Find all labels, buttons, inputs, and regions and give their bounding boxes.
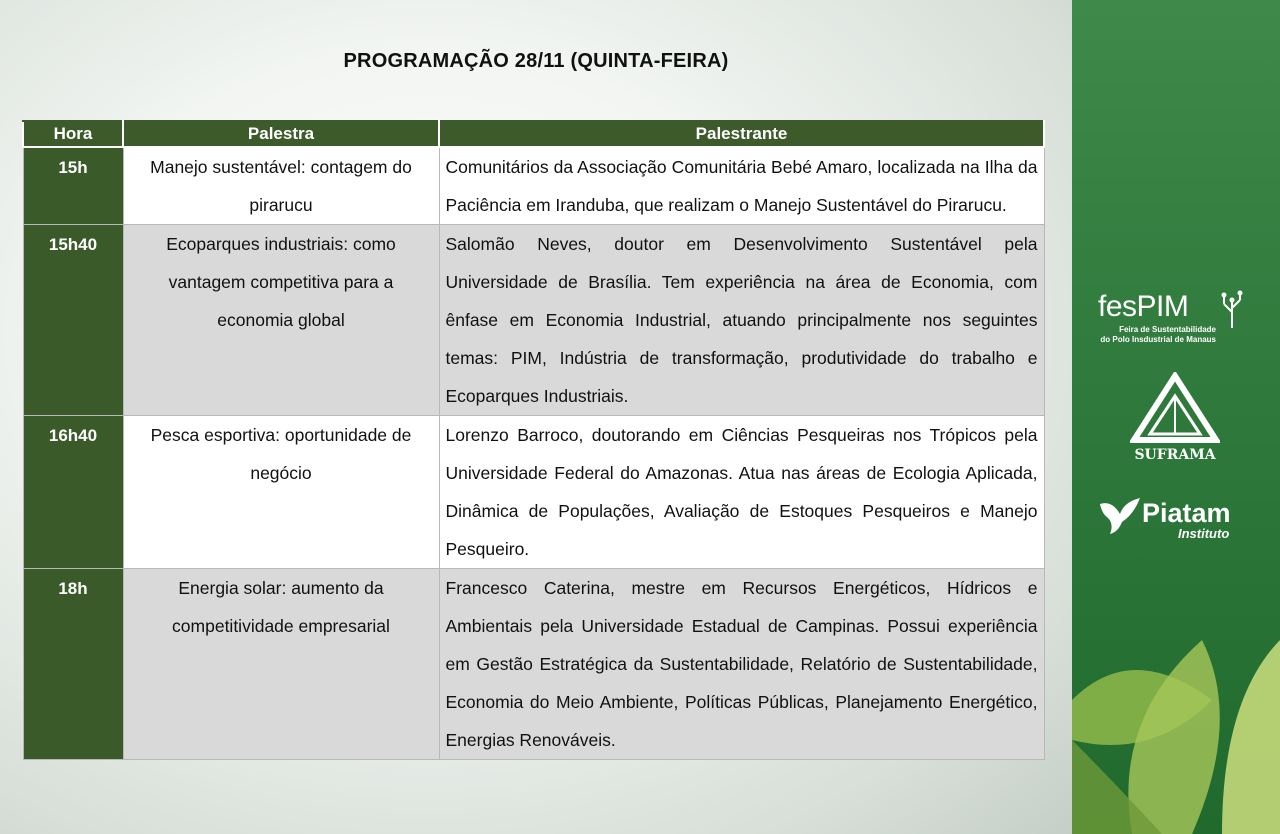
palestrante-cell: Lorenzo Barroco, doutorando em Ciências Pesqueiras nos Trópicos pela Universidade Federal do Amazonas. Atua nas áreas de Ecologia Aplicada, Dinâmica de Populações, Avaliação de Estoques Pesqueiros e Manejo Pesqueiro. bbox=[439, 416, 1044, 569]
fespim-subtitle-2: do Polo Insdustrial de Manaus bbox=[1100, 335, 1216, 344]
hora-cell: 15h bbox=[23, 147, 123, 225]
suframa-logo bbox=[1130, 372, 1220, 463]
table-row bbox=[23, 416, 1044, 569]
bird-icon bbox=[1098, 496, 1142, 536]
suframa-name: SUFRAMA bbox=[1134, 447, 1216, 463]
column-header-palestrante: Palestrante bbox=[439, 121, 1044, 147]
palestra-cell: Pesca esportiva: oportunidade de negócio bbox=[123, 416, 439, 569]
palestrante-cell: Francesco Caterina, mestre em Recursos Energéticos, Hídricos e Ambientais pela Universidade Estadual de Campinas. Possui experiência em Gestão Estratégica da Sustentabilidade, Relatório de Sustentabilidade, Economia do Meio Ambiente, Políticas Públicas, Planejamento Energético, Energias Renováveis. bbox=[439, 569, 1044, 760]
page-title: PROGRAMAÇÃO 28/11 (QUINTA-FEIRA) bbox=[343, 50, 729, 72]
table-row bbox=[23, 569, 1044, 760]
schedule-table bbox=[22, 120, 1045, 760]
palestra-cell: Energia solar: aumento da competitividade empresarial bbox=[123, 569, 439, 760]
fespim-logo bbox=[1098, 290, 1216, 344]
hora-cell: 16h40 bbox=[23, 416, 123, 569]
table-row bbox=[23, 225, 1044, 416]
column-header-hora: Hora bbox=[23, 121, 123, 147]
palestra-cell: Ecoparques industriais: como vantagem competitiva para a economia global bbox=[123, 225, 439, 416]
piatam-name: Piatam bbox=[1142, 498, 1231, 528]
table-header-row bbox=[23, 121, 1044, 147]
column-header-palestra: Palestra bbox=[123, 121, 439, 147]
fespim-name: fesPIM bbox=[1098, 290, 1189, 323]
palestrante-cell: Salomão Neves, doutor em Desenvolvimento Sustentável pela Universidade de Brasília. Tem experiência na área de Economia, com ênfase em Economia Industrial, atuando principalmente nos seguintes temas: PIM, Indústria de transformação, produtividade do trabalho e Ecoparques Industriais. bbox=[439, 225, 1044, 416]
hora-cell: 18h bbox=[23, 569, 123, 760]
palestrante-cell: Comunitários da Associação Comunitária Bebé Amaro, localizada na Ilha da Paciência em Iranduba, que realizam o Manejo Sustentável do Pirarucu. bbox=[439, 147, 1044, 225]
hora-cell: 15h40 bbox=[23, 225, 123, 416]
palestra-cell: Manejo sustentável: contagem do pirarucu bbox=[123, 147, 439, 225]
circuit-tree-icon bbox=[1216, 290, 1248, 330]
fespim-subtitle-1: Feira de Sustentabilidade bbox=[1119, 325, 1216, 334]
table-row bbox=[23, 147, 1044, 225]
triangle-logo-icon bbox=[1130, 372, 1220, 444]
piatam-subtitle: Instituto bbox=[1178, 526, 1230, 541]
